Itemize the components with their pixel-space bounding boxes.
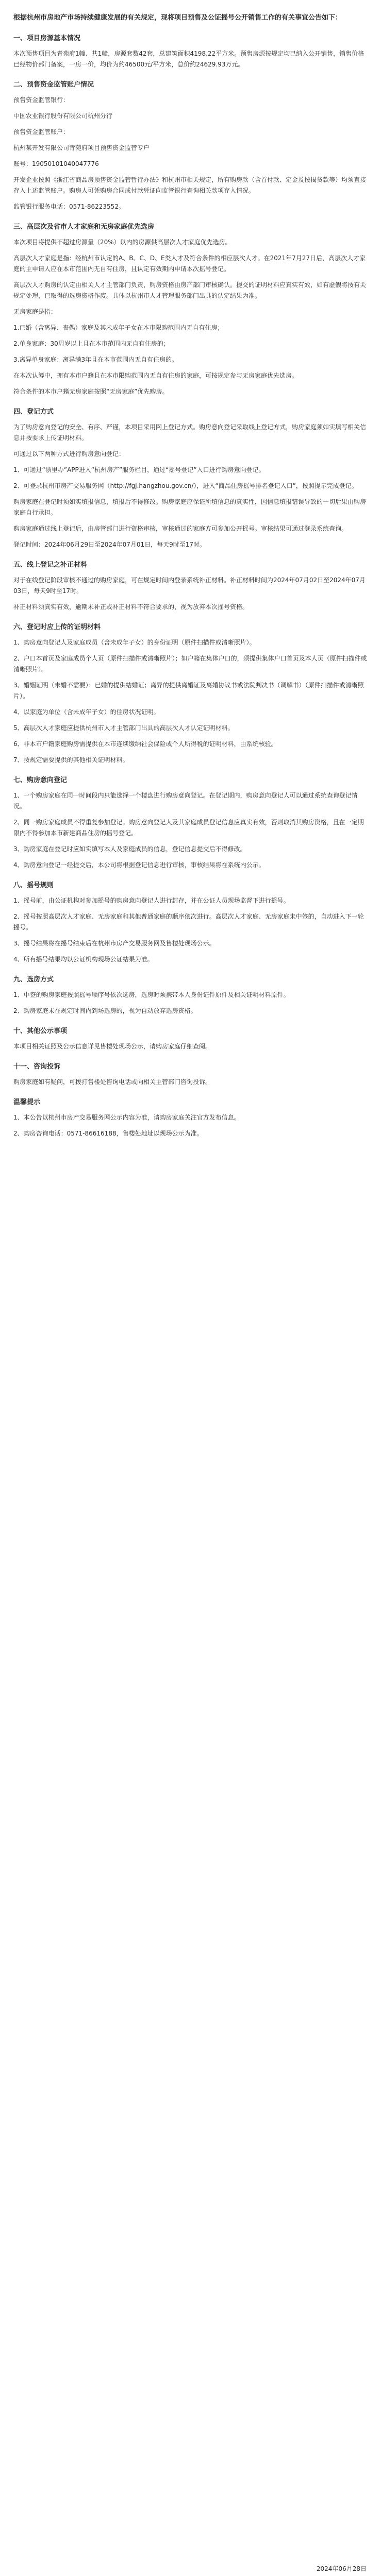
section-8 [13,880,368,965]
section-heading: 十、其他公示事项 [13,1027,68,1035]
section-paragraph: 高层次人才购房的认定由相关人才主管部门负责，购房资格由房产部门审核确认。提交的证明材料应真实有效，如有虚假将按有关规定处理，已取得的选房资格作废。具体以杭州市人才管理服务部门出具的认定结果为准。 [13,281,367,299]
section-paragraph: 2.单身家庭：30周岁以上且在本市范围内无自有住房的； [13,340,170,347]
footer-date: 2024年06月28日 [316,2565,367,2572]
section-paragraph: 3、摇号结果将在摇号结束后在杭州市房产交易服务网及售楼处现场公示。 [13,940,216,947]
section-paragraph: 符合条件的本市户籍无房家庭按照“无房家庭”优先购房。 [13,388,169,395]
section-paragraph: 1、中签的购房家庭按照摇号顺序号依次选房，选房时须携带本人身份证件原件及相关证明材料原件。 [13,991,290,998]
document-intro: 根据杭州市房地产市场持续健康发展的有关规定，现将项目预售及公证摇号公开销售工作的有关事宜公告如下： [13,14,342,22]
section-paragraph: 购房家庭通过线上登记后，由房管部门进行资格审核，审核通过的家庭方可参加公开摇号。审核结果可通过登录系统查询。 [13,525,348,532]
section-6 [13,622,368,766]
section-paragraph: 账号：19050101040047776 [13,160,99,167]
section-heading: 温馨提示 [13,1098,41,1106]
section-10 [13,1026,368,1052]
section-paragraph: 可通过以下两种方式进行购房意向登记： [13,450,125,457]
section-1 [13,33,368,70]
section-heading: 七、购房意向登记 [13,776,68,784]
section-paragraph: 补正材料须真实有效，逾期未补正或补正材料不符合要求的，视为放弃本次摇号资格。 [13,603,249,611]
section-paragraph: 开发企业按照《浙江省商品房预售资金监管暂行办法》和杭州市相关规定，所有购房款（含首付款、定金及按揭贷款等）均须直接存入上述监管账户。购房人可凭购房合同或付款凭证向监管银行查询相关款项存入情况。 [13,176,367,194]
section-heading: 十一、咨询投诉 [13,1063,61,1071]
section-paragraph: 本次项目将提供不超过房源量（20%）以内的房源供高层次人才家庭优先选房。 [13,239,231,246]
section-paragraph: 1、本公告以杭州市房产交易服务网公示内容为准，请购房家庭关注官方发布信息。 [13,1114,240,1121]
section-paragraph: 5、高层次人才家庭应提供杭州市人才主管部门出具的高层次人才认定证明材料。 [13,724,234,732]
section-paragraph: 2、摇号按照高层次人才家庭、无房家庭和其他普通家庭的顺序依次进行。高层次人才家庭、无房家庭未中签的，自动进入下一轮摇号。 [13,913,364,931]
section-paragraph: 杭州某开发有限公司青苑府项目预售资金监管专户 [13,144,150,151]
section-4 [13,406,368,550]
section-tips [13,1097,368,1139]
section-9 [13,974,368,1016]
section-paragraph: 本次预售项目为青苑府1幢、共1幢，房源套数42套，总建筑面积4198.22平方米。预售房源按规定均已纳入公开销售，销售价格已经物价部门备案，一房一价，均价为约46500元/平方米，总价约24629.93万元。 [13,50,365,68]
section-paragraph: 1、可通过“浙里办”APP进入“杭州房产”服务栏目，通过“摇号登记”入口进行购房意向登记。 [13,466,265,473]
section-paragraph: 本项目相关证照及公示信息详见售楼处现场公示，请购房家庭仔细查阅。 [13,1043,212,1050]
section-paragraph: 2、户口本首页及家庭成员个人页（原件扫描件或清晰照片）；如户籍在集体户口的，须提供集体户口首页及本人页（原件扫描件或清晰照片）。 [13,655,367,673]
section-heading: 一、项目房源基本情况 [13,35,81,42]
section-11 [13,1061,368,1088]
section-paragraph: 7、按规定需要提供的其他相关证明材料。 [13,756,129,764]
section-5 [13,560,368,613]
section-7 [13,775,368,871]
section-paragraph: 高层次人才家庭是指：经杭州市认定的A、B、C、D、E类人才及符合条件的相应层次人才。在2021年7月27日后，高层次人才家庭的主申请人应在本市范围内无自有住房，且认定有效期内申请本次摇号登记。 [13,255,366,273]
section-heading: 三、高层次及省市人才家庭和无房家庭优先选房 [13,223,155,231]
section-paragraph: 4、所有摇号结果均以公证机构现场公证结果为准。 [13,956,154,963]
section-paragraph: 对于在线登记阶段审核不通过的购房家庭，可在规定时间内登录系统补正材料。补正材料时间为2024年07月02日至2024年07月03日，每天9时至17时。 [13,577,366,595]
section-paragraph: 1、摇号前，由公证机构对参加摇号的购房意向登记人进行封存，并在公证人员现场监督下进行摇号。 [13,897,290,904]
section-paragraph: 无房家庭是指： [13,308,57,315]
section-heading: 四、登记方式 [13,408,54,416]
section-paragraph: 中国农业银行股份有限公司杭州分行 [13,112,113,120]
section-heading: 二、预售资金监管账户情况 [13,81,94,89]
section-paragraph: 1、购房意向登记人及家庭成员（含未成年子女）的身份证明（原件扫描件或清晰照片）。 [13,639,256,646]
section-paragraph: 1.已婚（含离异、丧偶）家庭及其未成年子女在本市限购范围内无自有住房； [13,324,224,331]
section-paragraph: 在本次认筹中，拥有本市户籍且在本市限购范围内无自有住房的家庭，可按规定参与无房家庭优先选房。 [13,372,299,379]
section-paragraph: 为了购房意向登记的安全、有序、严谨，本项目采用网上登记方式。购房意向登记采取线上登记方式，购房家庭须如实填写相关信息并按要求上传证明材料。 [13,423,367,442]
section-paragraph: 4、购房意向登记一经提交后，本公司将根据登记信息进行审核，审核结果将在系统内公示。 [13,861,265,869]
section-paragraph: 2、购房家庭未在规定时间内到场选房的，视为自动放弃选房资格。 [13,1007,197,1014]
section-heading: 八、摇号规则 [13,882,54,889]
section-paragraph: 登记时间：2024年06月29日至2024年07月01日，每天9时至17时。 [13,541,206,548]
section-paragraph: 2、同一购房家庭成员不得重复参加登记。购房意向登记人及其家庭成员登记信息应真实有效，否则取消其购房资格，且在一定期限内不得参加本市新建商品住房的摇号登记。 [13,819,364,837]
section-paragraph: 1、一个购房家庭在同一时间段内只能选择一个楼盘进行购房意向登记。在登记期内，购房意向登记人可以通过系统查询登记情况。 [13,792,358,810]
section-heading: 九、选房方式 [13,976,54,984]
section-paragraph: 购房家庭在登记时须如实填报信息，填报后不得修改。购房家庭应保证所填信息的真实性，因信息填报错误导致的一切后果由购房家庭自行承担。 [13,498,367,516]
section-paragraph: 4、以家庭为单位（含未成年子女）的住房状况证明。 [13,708,160,716]
section-paragraph: 预售资金监管银行： [13,96,70,104]
section-paragraph: 预售资金监管账户： [13,128,70,135]
section-2 [13,79,368,212]
section-3 [13,222,368,397]
section-paragraph: 购房家庭如有疑问，可拨打售楼处咨询电话或向相关主管部门咨询投诉。 [13,1078,212,1086]
section-heading: 六、登记时应上传的证明材料 [13,623,101,631]
section-paragraph: 监管银行服务电话：0571-86223552。 [13,203,125,210]
section-paragraph: 3、婚姻证明（未婚不需要）：已婚的提供结婚证；离异的提供离婚证及离婚协议书或法院判决书（调解书）（原件扫描件或清晰照片）。 [13,682,364,700]
section-heading: 五、线上登记之补正材料 [13,561,88,569]
section-paragraph: 3.离异单身家庭：离异满3年且在本市范围内无自有住房的。 [13,356,178,363]
section-paragraph: 6、非本市户籍家庭购房需提供在本市连续缴纳社会保险或个人所得税的证明材料，由系统核验。 [13,740,277,748]
section-paragraph: 2、购房咨询电话：0571-86616188，售楼处地址以现场公示为准。 [13,1130,203,1137]
section-paragraph: 3、购房家庭在登记时应如实填写本人及家庭成员的信息，登记信息提交后不得修改。 [13,845,246,853]
section-paragraph: 2、可登录杭州市房产交易服务网（http://fgj.hangzhou.gov.cn/），进入“商品住房摇号排名登记入口”，按照提示完成登记。 [13,482,358,489]
